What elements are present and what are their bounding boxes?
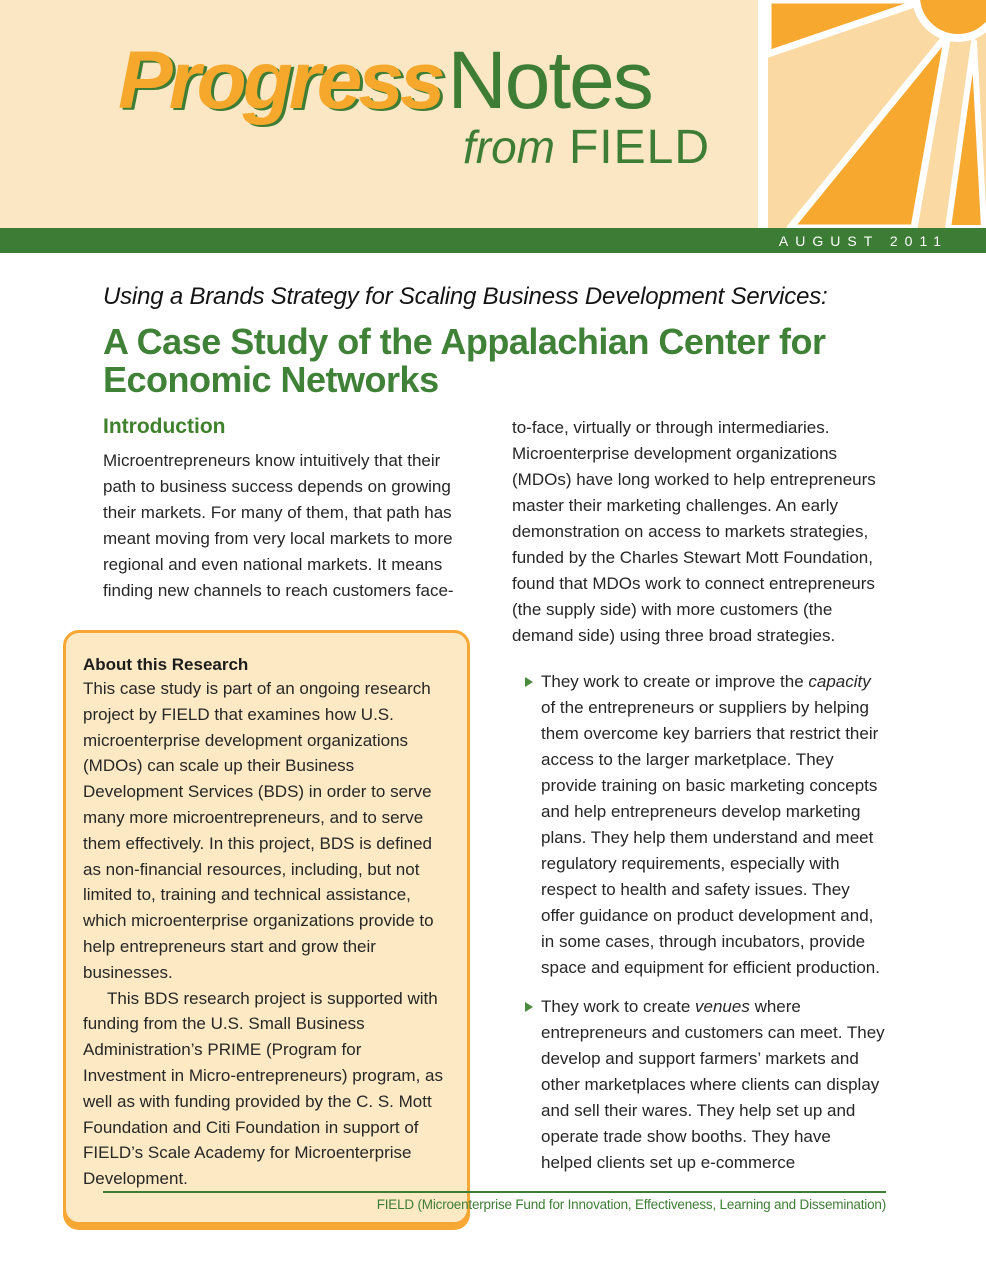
bullet-text: They work to create or improve the capacity of the entrepreneurs or suppliers by helping them overcome key barriers that restrict their access to the larger marketplace. They provide training on basic marketing concepts and help entrepreneurs develop marketing plans. They help them understand and meet regulatory requirements, especially with respect to health and safety issues. They offer guidance on product development and, in some cases, through incubators, provide space and equipment for efficient production. — [541, 672, 880, 977]
callout-paragraph: This case study is part of an ongoing research project by FIELD that examines how U.S. microenterprise development organizations (MDOs) can scale up their Business Development Services (BDS) in order to serve many more microentrepreneurs, and to serve them effectively. In this project, BDS is defined as non-financial resources, including, but not limited to, training and technical assistance, which microenterprise organizations provide to help entrepreneurs start and grow their businesses. — [83, 679, 434, 982]
intro-paragraph: Microentrepreneurs know intuitively that their path to business success depends on growing their markets. For many of them, that path has meant moving from very local markets to more regional and even national markets. It means finding new channels to reach customers face- — [103, 451, 454, 600]
issue-date-bar — [0, 228, 986, 253]
article-kicker: Using a Brands Strategy for Scaling Business Development Services: — [103, 283, 828, 310]
logo-word-from: from — [462, 121, 555, 173]
arrow-bullet-icon — [525, 677, 533, 687]
footer-credit: FIELD (Microenterprise Fund for Innovation, Effectiveness, Learning and Dissemination) — [376, 1197, 886, 1212]
section-heading-introduction: Introduction — [103, 415, 226, 438]
logo-word-field: FIELD — [568, 121, 710, 174]
logo-word-notes: Notes — [447, 35, 652, 126]
sunburst-icon — [768, 0, 986, 228]
bullet-item-venues — [512, 994, 886, 1176]
logo-subtitle — [118, 121, 710, 174]
bullet-item-capacity — [512, 669, 886, 981]
callout-heading: About this Research — [83, 655, 249, 674]
about-research-callout — [63, 630, 470, 1225]
left-column — [83, 415, 455, 1225]
callout-paragraph: This BDS research project is supported with funding from the U.S. Small Business Administration’s PRIME (Program for Investment in Micro-entrepreneurs) program, as well as with funding provided by the C. S. Mott Foundation and Citi Foundation in support of FIELD’s Scale Academy for Microenterprise Development. — [83, 988, 443, 1189]
page-footer — [103, 1191, 886, 1212]
issue-date: AUGUST 2011 — [778, 233, 948, 249]
article-title: A Case Study of the Appalachian Center for Economic Networks — [103, 321, 826, 400]
footer-rule — [103, 1191, 886, 1193]
right-column — [512, 415, 886, 1225]
logo-title — [118, 35, 710, 126]
body-paragraph: to-face, virtually or through intermediaries. Microenterprise development organizations (MDOs) have long worked to help entrepreneurs master their marketing challenges. An early demonstration on access to markets strategies, funded by the Charles Stewart Mott Foundation, found that MDOs work to connect entrepreneurs (the supply side) with more customers (the demand side) using three broad strategies. — [512, 418, 876, 645]
sunburst-graphic — [758, 0, 986, 228]
two-column-layout — [83, 415, 886, 1225]
newsletter-logo — [118, 35, 710, 174]
logo-word-progress: Progress — [118, 35, 442, 126]
strategy-bullet-list — [512, 669, 886, 1176]
article — [0, 253, 986, 1225]
arrow-bullet-icon — [525, 1002, 533, 1012]
bullet-text: They work to create venues where entrepreneurs and customers can meet. They develop and support farmers’ markets and other marketplaces where clients can display and sell their wares. They help set up and operate trade show booths. They have helped clients set up e-commerce — [541, 997, 885, 1172]
masthead — [0, 0, 986, 228]
